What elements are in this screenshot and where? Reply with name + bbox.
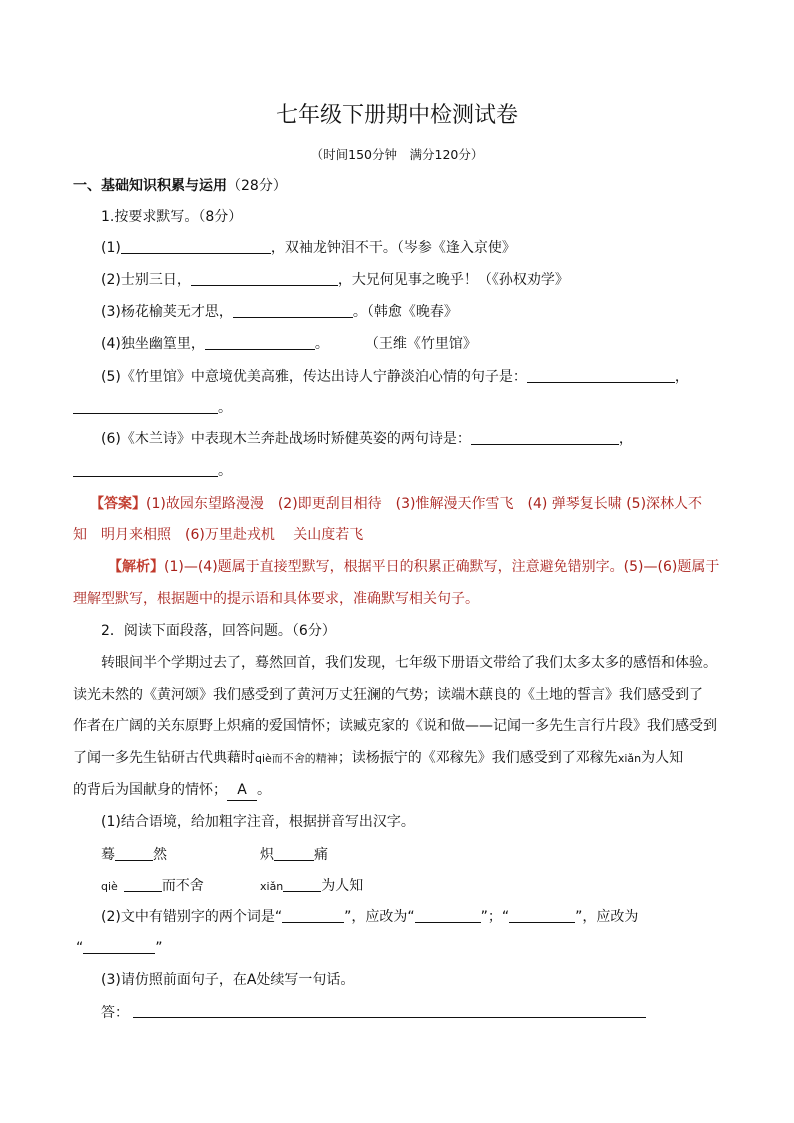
answer-write-line[interactable] [133,1017,646,1018]
analysis-tag: 【解析】 [108,559,164,575]
answer-blank[interactable] [73,399,218,414]
answer-blank[interactable] [233,303,353,318]
q2-sub2-mid: ”，应改为“ [344,909,415,925]
q2-sub2-l2b: ” [155,940,163,956]
answer-label: 答： [101,1005,129,1021]
q1-item-2-text: ，大兄何见事之晚乎！（《孙权劝学》 [337,272,569,288]
passage-line-4-c: 为人知 [641,750,684,766]
passage-line-2: 读光未然的《黄河颂》我们感受到了黄河万丈狂澜的气势；读端木蕻良的《土地的誓言》我们感受到了 [73,687,703,703]
q1-item-2-start: (2)士别三日， [101,272,191,288]
q1-item-3 [101,302,458,322]
q1-item-3-text: 。（韩愈《晚春》 [352,304,458,320]
q1-item-4-source: （王维《竹里馆》 [364,336,477,352]
passage-line-4-b: ；读杨振宁的《邓稼先》我们感受到了邓稼先 [337,750,618,766]
exam-subtitle: （时间150分钟 满分120分） [310,147,484,162]
word-mo: 蓦 [101,847,115,863]
word-mo-end: 然 [153,847,167,863]
q2-sub2-l2a: “ [76,940,84,956]
answer-tag: 【答案】 [90,496,146,512]
passage-line-5-a: 的背后为国献身的情怀； [73,782,227,798]
q2-sub2-sep: ”；“ [480,909,510,925]
q2-sub1-row1 [101,845,167,865]
section-points: （28分） [227,178,287,194]
passage-line-5 [73,780,271,801]
pinyin-qie: qiè [101,880,118,893]
word-xian-end: 为人知 [321,878,364,894]
q2-sub2-end: ”，应改为 [575,909,639,925]
analysis-block [108,557,719,577]
analysis-line-2: 理解型默写，根据题中的提示语和具体要求，准确默写相关句子。 [73,591,479,607]
answer-blank[interactable] [509,908,575,923]
word-chi-end: 痛 [314,847,328,863]
q1-item-4-end: 。 [314,336,329,352]
q2-prompt: 2．阅读下面段落，回答问题。（6分） [101,623,336,639]
q2-sub1-row2-b [260,876,363,897]
q1-item-4 [101,334,477,354]
q1-item-5 [101,367,689,387]
q1-item-6-line2 [73,461,232,481]
q1-item-1-text: ，双袖龙钟泪不干。（岑参《逢入京使》 [270,240,516,256]
q2-sub1-row2 [101,876,204,897]
answer-blank[interactable] [121,239,271,254]
word-chi: 炽 [260,847,274,863]
answer-blank[interactable] [191,271,338,286]
answer-blank[interactable] [73,462,218,477]
q1-item-6-end: 。 [218,463,232,479]
answer-blank[interactable] [527,368,675,383]
passage-pinyin-1: qiè而不舍的精神 [255,752,338,765]
passage-line-1: 转眼间半个学期过去了，蓦然回首，我们发现，七年级下册语文带给了我们太多太多的感悟和体验。 [101,655,717,671]
passage-line-5-b: 。 [257,782,271,798]
q2-sub1-row1-b [260,845,328,865]
section-heading [73,176,287,196]
answer-blank[interactable] [205,335,315,350]
q1-item-6 [101,429,633,449]
answer-block [90,494,702,514]
q2-sub2-prompt: (2)文中有错别字的两个词是“ [101,909,283,925]
passage-line-3: 作者在广阔的关东原野上炽痛的爱国情怀；读臧克家的《说和做——记闻一多先生言行片段》我们感受到 [73,718,717,734]
q1-item-5-line2 [73,398,232,418]
answer-blank[interactable] [83,939,155,954]
word-qie-end: 而不舍 [161,878,204,894]
answer-blank[interactable] [115,846,153,861]
answer-line-1: (1)故园东望路漫漫 (2)即更刮目相待 (3)惟解漫天作雪飞 (4) 弹琴复长啸 (5)深林人不 [146,496,703,512]
passage-line-4-a: 了闻一多先生钻研古代典藉时 [73,750,255,766]
q2-sub2-line2 [76,938,163,958]
answer-blank[interactable] [274,846,314,861]
section-title: 一、基础知识积累与运用 [73,178,227,194]
q1-item-2 [101,270,569,290]
q1-item-4-start: (4)独坐幽篁里， [101,336,205,352]
answer-blank[interactable] [283,877,321,892]
answer-blank[interactable] [282,908,344,923]
answer-blank[interactable] [124,877,162,892]
q1-item-5-comma: ， [674,369,689,385]
q1-item-6-comma: ， [618,431,633,447]
page-title: 七年级下册期中检测试卷 [275,103,518,128]
q1-item-5-end: 。 [218,400,232,416]
q1-item-3-start: (3)杨花榆荚无才思， [101,304,233,320]
answer-blank[interactable] [415,908,481,923]
q2-sub3-prompt: (3)请仿照前面句子，在A处续写一句话。 [101,972,355,988]
q1-prompt: 1.按要求默写。（8分） [101,209,243,225]
q1-item-5-text: (5)《竹里馆》中意境优美高雅，传达出诗人宁静淡泊心情的句子是： [101,369,527,385]
passage-line-4 [73,748,683,769]
answer-line-2: 知 明月来相照 (6)万里赴戎机 关山度若飞 [73,527,364,543]
q1-item-1 [101,238,516,258]
blank-a: A [227,780,257,801]
answer-blank[interactable] [471,430,619,445]
passage-pinyin-2: xiǎn [617,752,642,765]
q1-item-6-text: (6)《木兰诗》中表现木兰奔赴战场时矫健英姿的两句诗是： [101,431,471,447]
q2-sub2 [101,907,638,927]
q2-sub1-prompt: (1)结合语境，给加粗字注音，根据拼音写出汉字。 [101,814,415,830]
analysis-line-1: (1)—(4)题属于直接型默写，根据平日的积累正确默写，注意避免错别字。(5)—(6)题属于 [164,559,720,575]
q1-item-1-num: (1) [101,240,121,256]
pinyin-xian: xiǎn [260,880,284,893]
